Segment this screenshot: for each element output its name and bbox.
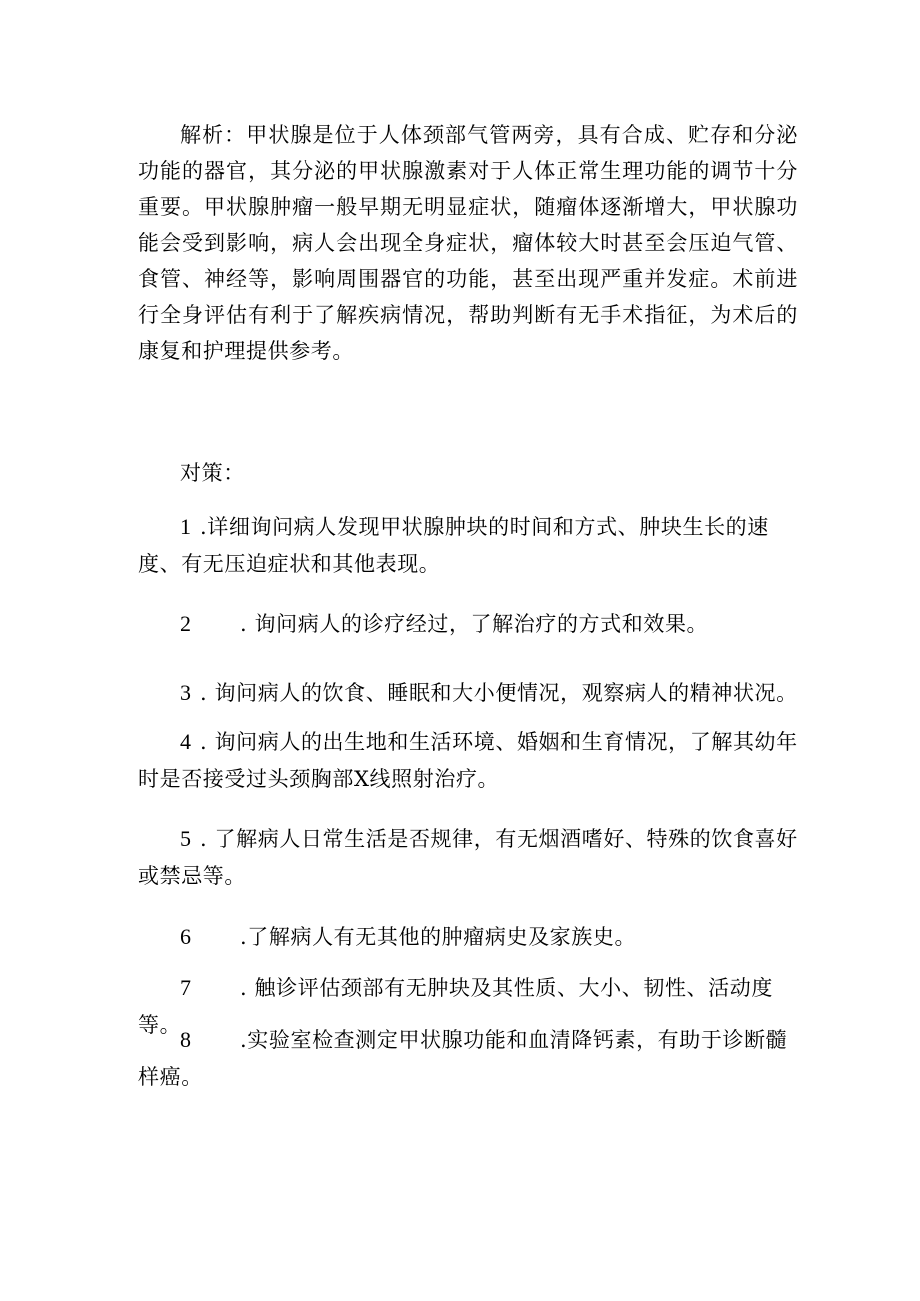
measures-heading [138, 455, 798, 492]
measures-heading-text: 对策： [180, 461, 245, 485]
measure-text: . 询问病人的出生地和生活环境、婚姻和生育情况，了解其幼年时是否接受过头颈胸部X线照射治疗。 [138, 730, 798, 791]
measure-text: . 询问病人的饮食、睡眠和大小便情况，观察病人的精神状况。 [200, 681, 798, 705]
measure-item-4 [138, 723, 798, 798]
measure-item-8 [138, 1021, 798, 1096]
measure-text: . 了解病人日常生活是否规律，有无烟酒嗜好、特殊的饮食喜好或禁忌等。 [138, 827, 798, 888]
measure-item-2 [138, 605, 798, 643]
measure-item-5 [138, 820, 798, 895]
measure-text: .实验室检查测定甲状腺功能和血清降钙素，有助于诊断髓样癌。 [138, 1028, 788, 1089]
measure-number: 2 [180, 611, 192, 636]
measure-number: 3 [180, 680, 192, 705]
measure-number: 8 [180, 1027, 192, 1052]
measure-number: 6 [180, 924, 192, 949]
measure-number: 1 [180, 514, 192, 539]
measure-number: 7 [180, 975, 192, 1000]
measure-item-6 [138, 918, 798, 956]
measure-number: 4 [180, 729, 192, 754]
measure-text: . 触诊评估颈部有无肿块及其性质、大小、韧性、活动度等。 [138, 976, 773, 1037]
analysis-paragraph: 解析：甲状腺是位于人体颈部气管两旁，具有合成、贮存和分泌功能的器官，其分泌的甲状腺激素对于人体正常生理功能的调节十分重要。甲状腺肿瘤一般早期无明显症状，随瘤体逐渐增大，甲状腺功能会受到影响，病人会出现全身症状，瘤体较大时甚至会压迫气管、食管、神经等，影响周围器官的功能，甚至出现严重并发症。术前进行全身评估有利于了解疾病情况，帮助判断有无手术指征，为术后的康复和护理提供参考。 [138, 123, 798, 363]
measure-number: 5 [180, 826, 192, 851]
measure-text: .了解病人有无其他的肿瘤病史及家族史。 [240, 925, 637, 949]
measure-item-3 [138, 674, 798, 712]
measure-item-1 [138, 508, 798, 583]
measure-text: . 询问病人的诊疗经过，了解治疗的方式和效果。 [240, 612, 709, 636]
measure-text: .详细询问病人发现甲状腺肿块的时间和方式、肿块生长的速度、有无压迫症状和其他表现。 [138, 515, 769, 576]
